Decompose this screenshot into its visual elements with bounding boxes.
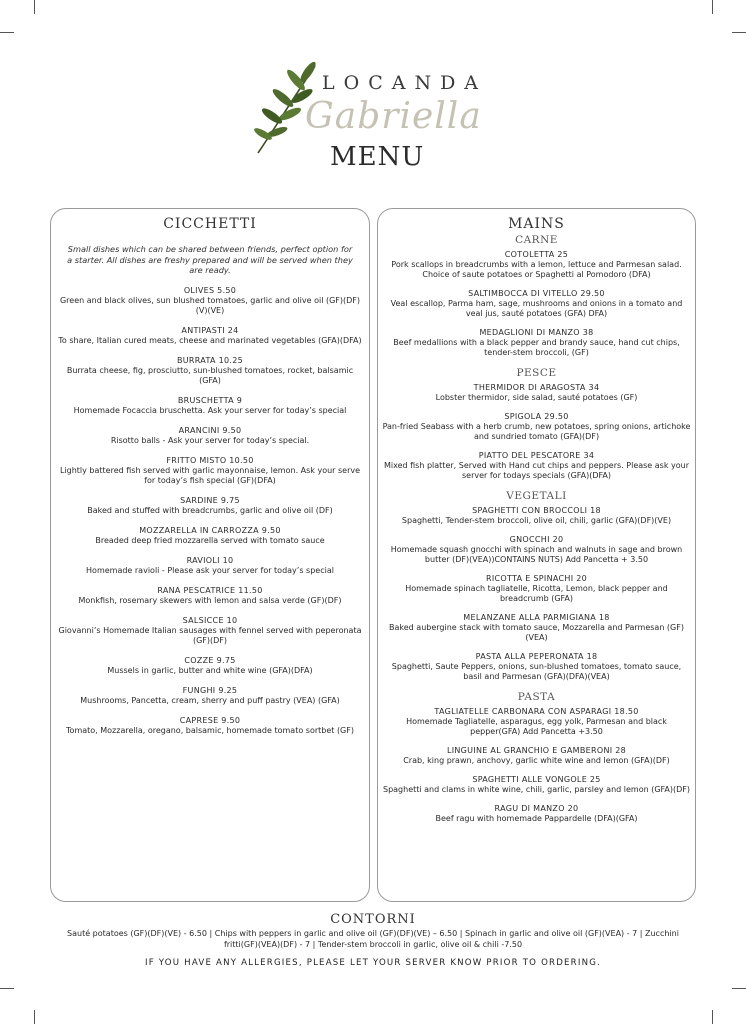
- menu-item-description: Mussels in garlic, butter and white wine (GFA)(DFA): [107, 665, 313, 675]
- menu-item: [51, 716, 369, 736]
- allergy-notice: IF YOU HAVE ANY ALLERGIES, PLEASE LET YOUR SERVER KNOW PRIOR TO ORDERING.: [145, 958, 601, 968]
- cicchetti-title: CICCHETTI: [163, 216, 257, 232]
- menu-item-name: COZZE 9.75: [184, 655, 236, 665]
- menu-item: [51, 326, 369, 346]
- menu-item-name: TAGLIATELLE CARBONARA CON ASPARAGI 18.50: [434, 707, 639, 716]
- menu-item-description: Beef ragu with homemade Pappardelle (DFA)(GFA): [435, 814, 638, 823]
- menu-item-name: LINGUINE AL GRANCHIO E GAMBERONI 28: [446, 746, 627, 755]
- menu-item: [51, 356, 369, 386]
- crop-mark: [712, 1010, 713, 1024]
- menu-item-name: RANA PESCATRICE 11.50: [157, 585, 263, 595]
- crop-mark: [34, 0, 35, 14]
- menu-item-name: BURRATA 10.25: [176, 355, 244, 365]
- menu-item: [378, 775, 695, 795]
- menu-item-name: ANTIPASTI 24: [181, 325, 239, 335]
- menu-item-name: GNOCCHI 20: [509, 535, 564, 544]
- menu-item: [378, 535, 695, 565]
- menu-item: [378, 451, 695, 481]
- menu-item-name: SARDINE 9.75: [180, 495, 240, 505]
- menu-item: [378, 707, 695, 737]
- menu-item: [378, 289, 695, 319]
- menu-item-name: RAGU DI MANZO 20: [494, 804, 579, 813]
- menu-item-name: PASTA ALLA PEPERONATA 18: [475, 652, 598, 661]
- menu-item-name: FUNGHI 9.25: [182, 685, 238, 695]
- cicchetti-panel: [50, 208, 370, 902]
- menu-item-description: Homemade spinach tagliatelle, Ricotta, Lemon, black pepper and breadcrumb (GFA): [405, 584, 668, 603]
- menu-item-description: Lightly battered fish served with garlic mayonnaise, lemon. Ask your serve for today’s fish special (GF)(DFA): [59, 465, 361, 485]
- menu-item-description: Mixed fish platter, Served with Hand cut chips and peppers. Please ask your server for todays specials (GFA)(DFA): [383, 461, 690, 480]
- menu-item-description: Crab, king prawn, anchovy, garlic white wine and lemon (GFA)(DF): [403, 756, 670, 765]
- crop-mark: [732, 32, 746, 33]
- menu-item-description: Lobster thermidor, side salad, sauté potatoes (GF): [435, 393, 638, 402]
- menu-item: [51, 586, 369, 606]
- brand-name-line1: LOCANDA: [322, 72, 488, 94]
- contorni-title: CONTORNI: [330, 912, 416, 927]
- menu-item-name: RICOTTA E SPINACHI 20: [486, 574, 587, 583]
- cicchetti-list: [51, 286, 369, 736]
- menu-item: [51, 616, 369, 646]
- menu-item-description: Spaghetti, Tender-stem broccoli, olive oil, chili, garlic (GFA)(DF)(VE): [401, 516, 672, 525]
- menu-item: [378, 746, 695, 766]
- menu-item-description: Green and black olives, sun blushed tomatoes, garlic and olive oil (GF)(DF)(V)(VE): [59, 295, 361, 315]
- menu-item-description: Tomato, Mozzarella, oregano, balsamic, homemade tomato sortbet (GF): [66, 725, 354, 735]
- crop-mark: [34, 1010, 35, 1024]
- mains-list: [378, 234, 695, 824]
- menu-item-description: Risotto balls - Ask your server for today’s special.: [110, 435, 310, 445]
- menu-item-description: Homemade Focaccia bruschetta. Ask your server for today’s special: [73, 405, 347, 415]
- menu-item-name: MOZZARELLA IN CARROZZA 9.50: [139, 525, 281, 535]
- section-heading: PASTA: [517, 691, 556, 703]
- menu-item: [378, 574, 695, 604]
- menu-item: [378, 506, 695, 526]
- menu-item-description: To share, Italian cured meats, cheese and marinated vegetables (GFA)(DFA): [58, 335, 362, 345]
- menu-item: [51, 496, 369, 516]
- menu-item: [378, 412, 695, 442]
- menu-item-name: SPAGHETTI ALLE VONGOLE 25: [472, 775, 601, 784]
- menu-item-name: FRITTO MISTO 10.50: [166, 455, 254, 465]
- menu-item-name: PIATTO DEL PESCATORE 34: [478, 451, 595, 460]
- menu-item: [51, 456, 369, 486]
- menu-item-description: Spaghetti, Saute Peppers, onions, sun-blushed tomatoes, tomato sauce, basil and Parmesan (GFA)(DFA)(VEA): [391, 662, 682, 681]
- menu-item-description: Monkfish, rosemary skewers with lemon and salsa verde (GF)(DF): [78, 595, 342, 605]
- section-heading: PESCE: [516, 367, 557, 379]
- section-heading: VEGETALI: [506, 490, 567, 502]
- menu-item-name: RAVIOLI 10: [186, 555, 234, 565]
- menu-item-description: Spaghetti and clams in white wine, chili, garlic, parsley and lemon (GFA)(DF): [382, 785, 690, 794]
- menu-item-description: Beef medallions with a black pepper and brandy sauce, hand cut chips, tender-stem broccoli, (GF): [393, 338, 680, 357]
- cicchetti-intro: Small dishes which can be shared between friends, perfect option for a starter. All dishes are freshy prepared and will be served when they are ready.: [67, 244, 353, 275]
- menu-item-name: MELANZANE ALLA PARMIGIANA 18: [463, 613, 610, 622]
- menu-item-name: ARANCINI 9.50: [178, 425, 242, 435]
- menu-item: [51, 686, 369, 706]
- menu-item-description: Pork scallops in breadcrumbs with a lemon, lettuce and Parmesan salad. Choice of saute potatoes or Spaghetti al Pomodoro (DFA): [391, 260, 682, 279]
- page-title: MENU: [330, 142, 425, 172]
- crop-mark: [0, 988, 14, 989]
- menu-item-description: Homemade Tagliatelle, asparagus, egg yolk, Parmesan and black pepper(GFA) Add Pancetta +3.50: [406, 717, 667, 736]
- menu-item-name: SPAGHETTI CON BROCCOLI 18: [472, 506, 601, 515]
- menu-item-description: Baked aubergine stack with tomato sauce, Mozzarella and Parmesan (GF) (VEA): [389, 623, 684, 642]
- menu-item-description: Mushrooms, Pancetta, cream, sherry and puff pastry (VEA) (GFA): [80, 695, 340, 705]
- menu-item: [51, 656, 369, 676]
- crop-mark: [0, 32, 14, 33]
- menu-item: [51, 426, 369, 446]
- menu-item-description: Baked and stuffed with breadcrumbs, garlic and olive oil (DF): [87, 505, 333, 515]
- menu-item: [378, 383, 695, 403]
- crop-mark: [712, 0, 713, 14]
- menu-item-name: SALTIMBOCCA DI VITELLO 29.50: [468, 289, 605, 298]
- menu-item-description: Giovanni’s Homemade Italian sausages with fennel served with peperonata (GF)(DF): [58, 625, 362, 645]
- menu-item: [378, 804, 695, 824]
- menu-item-name: COTOLETTA 25: [504, 250, 569, 259]
- crop-mark: [732, 988, 746, 989]
- menu-item: [51, 556, 369, 576]
- menu-item-name: SALSICCE 10: [182, 615, 238, 625]
- menu-item-name: THERMIDOR DI ARAGOSTA 34: [473, 383, 600, 392]
- menu-item-description: Pan-fried Seabass with a herb crumb, new potatoes, spring onions, artichoke and sundried tomato (GFA)(DF): [382, 422, 691, 441]
- menu-item: [378, 250, 695, 280]
- menu-item: [378, 652, 695, 682]
- menu-item-description: Breaded deep fried mozzarella served with tomato sauce: [95, 535, 325, 545]
- menu-item-description: Veal escallop, Parma ham, sage, mushrooms and onions in a tomato and veal jus, sauté potatoes (GFA) DFA): [390, 299, 683, 318]
- mains-panel: [377, 208, 696, 902]
- menu-item-name: OLIVES 5.50: [183, 285, 237, 295]
- menu-item-name: SPIGOLA 29.50: [504, 412, 569, 421]
- menu-item: [51, 526, 369, 546]
- menu-item: [378, 613, 695, 643]
- menu-item-name: CAPRESE 9.50: [179, 715, 241, 725]
- menu-item: [51, 286, 369, 316]
- menu-item: [378, 328, 695, 358]
- menu-item-description: Homemade squash gnocchi with spinach and walnuts in sage and brown butter (DF)(VEA))CONTAINS NUTS) Add Pancetta + 3.50: [390, 545, 683, 564]
- menu-item: [51, 396, 369, 416]
- menu-item-name: BRUSCHETTA 9: [177, 395, 243, 405]
- menu-item-description: Burrata cheese, fig, prosciutto, sun-blushed tomatoes, rocket, balsamic (GFA): [66, 365, 354, 385]
- brand-name-script: Gabriella: [305, 96, 482, 137]
- contorni-text: Sauté potatoes (GF)(DF)(VE) - 6.50 | Chips with peppers in garlic and olive oil (GF)(DF)(VE) – 6.50 | Spinach in garlic and olive oil (GF)(VEA) - 7 | Zucchini fritti(GF)(VEA)(DF) - 7 | Tender-stem broccoli in garlic, olive oil & chili -7.50: [67, 929, 679, 949]
- menu-item-name: MEDAGLIONI DI MANZO 38: [479, 328, 594, 337]
- menu-item-description: Homemade ravioli - Please ask your server for today’s special: [86, 565, 334, 575]
- mains-title: MAINS: [508, 216, 565, 232]
- section-heading: CARNE: [515, 234, 558, 246]
